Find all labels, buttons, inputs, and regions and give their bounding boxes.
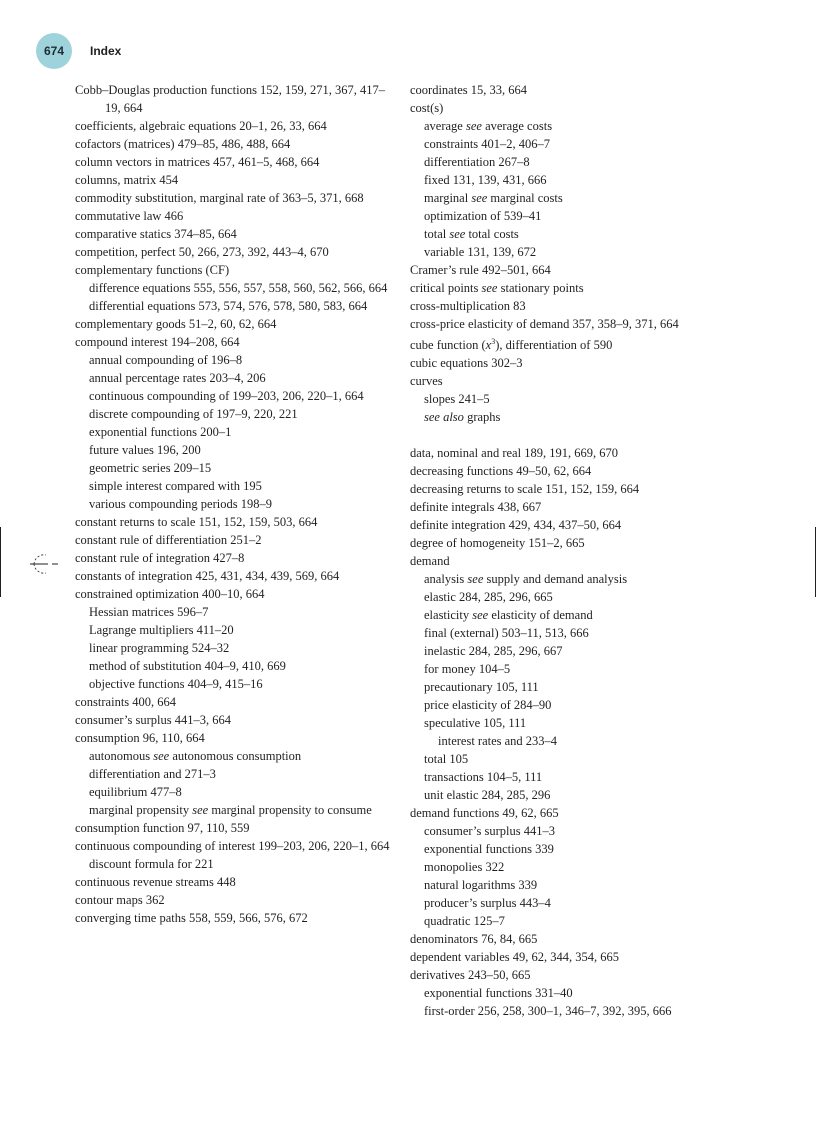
index-entry: complementary goods 51–2, 60, 62, 664 — [75, 317, 277, 331]
registration-mark-icon — [26, 552, 60, 576]
index-entry: consumption function 97, 110, 559 — [75, 821, 250, 835]
index-entry: coordinates 15, 33, 664 — [410, 83, 527, 97]
index-entry: transactions 104–5, 111 — [424, 770, 543, 785]
index-entry: degree of homogeneity 151–2, 665 — [410, 536, 585, 551]
index-entry: constant rule of differentiation 251–2 — [75, 533, 262, 547]
index-entry: first-order 256, 258, 300–1, 346–7, 392, 395, 666 — [424, 1004, 672, 1019]
index-entry: constant returns to scale 151, 152, 159, 503, 664 — [75, 515, 318, 529]
index-entry: see also graphs — [424, 410, 501, 425]
crop-mark-left — [0, 527, 1, 597]
index-entry: total see total costs — [424, 227, 519, 241]
index-entry: constraints 400, 664 — [75, 695, 177, 709]
index-entry: derivatives 243–50, 665 — [410, 968, 531, 983]
index-entry: column vectors in matrices 457, 461–5, 468, 664 — [75, 155, 320, 169]
index-entry: simple interest compared with 195 — [89, 479, 262, 493]
index-entry: inelastic 284, 285, 296, 667 — [424, 644, 563, 659]
index-entry: columns, matrix 454 — [75, 173, 179, 187]
index-entry: comparative statics 374–85, 664 — [75, 227, 237, 241]
index-entry: converging time paths 558, 559, 566, 576, 672 — [75, 911, 308, 925]
index-entry: cost(s) — [410, 101, 444, 115]
index-entry: coefficients, algebraic equations 20–1, 26, 33, 664 — [75, 119, 327, 133]
index-entry: curves — [410, 374, 443, 389]
index-entry: constants of integration 425, 431, 434, 439, 569, 664 — [75, 569, 340, 583]
index-entry: precautionary 105, 111 — [424, 680, 539, 695]
index-entry: cofactors (matrices) 479–85, 486, 488, 664 — [75, 137, 291, 151]
index-entry: continuous compounding of 199–203, 206, 220–1, 664 — [89, 389, 364, 403]
index-entry: average see average costs — [424, 119, 553, 133]
index-entry: exponential functions 339 — [424, 842, 554, 857]
index-entry: objective functions 404–9, 415–16 — [89, 677, 263, 691]
index-entry: definite integration 429, 434, 437–50, 664 — [410, 518, 622, 533]
index-column-right — [410, 81, 730, 1020]
index-entry: annual percentage rates 203–4, 206 — [89, 371, 266, 385]
index-entry: discount formula for 221 — [89, 857, 214, 871]
index-entry: Cramer’s rule 492–501, 664 — [410, 263, 551, 277]
index-entry: critical points see stationary points — [410, 281, 584, 295]
index-entry: denominators 76, 84, 665 — [410, 932, 538, 947]
index-entry: continuous revenue streams 448 — [75, 875, 236, 889]
index-entry: Hessian matrices 596–7 — [89, 605, 209, 619]
index-entry: interest rates and 233–4 — [438, 734, 558, 749]
index-entry: data, nominal and real 189, 191, 669, 670 — [410, 446, 618, 461]
index-entry: definite integrals 438, 667 — [410, 500, 542, 515]
index-entry: total 105 — [424, 752, 469, 767]
index-entry: method of substitution 404–9, 410, 669 — [89, 659, 286, 673]
index-entry: autonomous see autonomous consumption — [89, 749, 302, 763]
index-entry: consumer’s surplus 441–3 — [424, 824, 556, 839]
index-entry: optimization of 539–41 — [424, 209, 542, 223]
index-entry: marginal propensity see marginal propensity to consume — [89, 803, 372, 817]
index-entry: Lagrange multipliers 411–20 — [89, 623, 234, 637]
index-entry: consumption 96, 110, 664 — [75, 731, 205, 745]
running-head: Index — [90, 44, 122, 58]
index-entry: differentiation and 271–3 — [89, 767, 216, 781]
index-entry: slopes 241–5 — [424, 392, 490, 407]
index-column-left — [75, 81, 391, 927]
index-entry: elasticity see elasticity of demand — [424, 608, 593, 623]
index-entry: cubic equations 302–3 — [410, 356, 523, 371]
index-entry: future values 196, 200 — [89, 443, 201, 457]
index-entry: various compounding periods 198–9 — [89, 497, 272, 511]
index-entry: decreasing returns to scale 151, 152, 159, 664 — [410, 482, 640, 497]
index-entry: elastic 284, 285, 296, 665 — [424, 590, 553, 605]
index-entry: commodity substitution, marginal rate of 363–5, 371, 668 — [75, 191, 364, 205]
index-entry: differential equations 573, 574, 576, 578, 580, 583, 664 — [89, 299, 368, 313]
index-entry: producer’s surplus 443–4 — [424, 896, 551, 911]
index-entry: contour maps 362 — [75, 893, 165, 907]
index-entry: equilibrium 477–8 — [89, 785, 182, 799]
index-entry: consumer’s surplus 441–3, 664 — [75, 713, 232, 727]
index-entry: fixed 131, 139, 431, 666 — [424, 173, 547, 187]
page-number-badge — [36, 33, 72, 69]
index-entry: discrete compounding of 197–9, 220, 221 — [89, 407, 298, 421]
index-entry: analysis see supply and demand analysis — [424, 572, 628, 587]
index-entry: constrained optimization 400–10, 664 — [75, 587, 265, 601]
index-entry: demand functions 49, 62, 665 — [410, 806, 559, 821]
page-number: 674 — [43, 44, 65, 58]
index-entry: price elasticity of 284–90 — [424, 698, 552, 713]
index-entry: differentiation 267–8 — [424, 155, 530, 169]
index-entry: final (external) 503–11, 513, 666 — [424, 626, 589, 641]
index-entry: constraints 401–2, 406–7 — [424, 137, 551, 151]
index-entry: constant rule of integration 427–8 — [75, 551, 245, 565]
index-entry: cube function $(x^3)$, differentiation of 590 — [410, 337, 613, 353]
index-entry: for money 104–5 — [424, 662, 511, 677]
index-entry: decreasing functions 49–50, 62, 664 — [410, 464, 592, 479]
index-entry: quadratic 125–7 — [424, 914, 505, 929]
index-entry: competition, perfect 50, 266, 273, 392, 443–4, 670 — [75, 245, 329, 259]
index-entry: cross-multiplication 83 — [410, 299, 526, 313]
index-entry: exponential functions 331–40 — [424, 986, 573, 1001]
index-entry: cross-price elasticity of demand 357, 358–9, 371, 664 — [410, 317, 679, 331]
index-entry: compound interest 194–208, 664 — [75, 335, 240, 349]
index-entry: complementary functions (CF) — [75, 263, 230, 277]
index-entry: linear programming 524–32 — [89, 641, 230, 655]
index-entry: marginal see marginal costs — [424, 191, 563, 205]
index-entry: natural logarithms 339 — [424, 878, 538, 893]
index-entry: Cobb–Douglas production functions 152, 159, 271, 367, 417–19, 664 — [75, 83, 386, 115]
index-entry: exponential functions 200–1 — [89, 425, 232, 439]
index-entry: demand — [410, 554, 450, 569]
index-entry: unit elastic 284, 285, 296 — [424, 788, 551, 803]
index-entry: continuous compounding of interest 199–203, 206, 220–1, 664 — [75, 839, 390, 853]
index-entry: geometric series 209–15 — [89, 461, 212, 475]
index-entry: difference equations 555, 556, 557, 558, 560, 562, 566, 664 — [89, 281, 388, 295]
index-entry: variable 131, 139, 672 — [424, 245, 537, 259]
index-entry: dependent variables 49, 62, 344, 354, 665 — [410, 950, 619, 965]
index-entry: monopolies 322 — [424, 860, 505, 875]
index-entry: annual compounding of 196–8 — [89, 353, 243, 367]
index-entry: speculative 105, 111 — [424, 716, 527, 731]
index-entry: commutative law 466 — [75, 209, 184, 223]
